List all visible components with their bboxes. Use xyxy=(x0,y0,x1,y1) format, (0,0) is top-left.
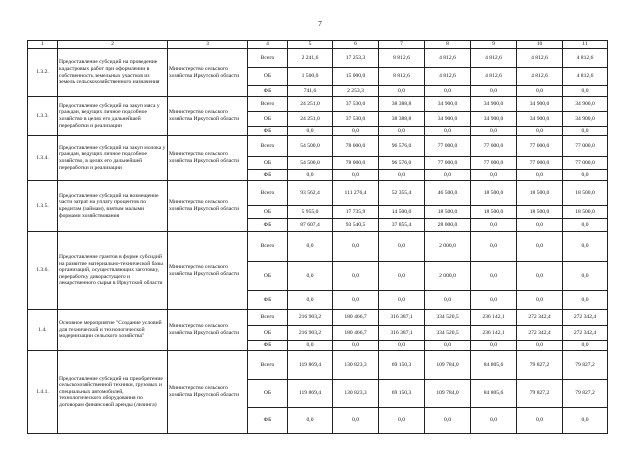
amount-cell: 0,0 xyxy=(288,232,333,262)
funding-source: ФБ xyxy=(248,291,288,310)
amount-cell: 79 827,2 xyxy=(517,380,563,408)
table-row xyxy=(28,49,608,68)
row-name: Предоставление грантов в форме субсидий на развитие материально-технической базы организаций, осуществляющих заготовку, переработку дикорастущего и лекарственного сырья в Иркутской области xyxy=(58,232,168,310)
amount-cell: 84 805,6 xyxy=(471,380,517,408)
amount-cell: 79 827,2 xyxy=(517,351,563,380)
amount-cell: 34 900,0 xyxy=(517,97,563,112)
column-number-6: 6 xyxy=(333,41,379,49)
funding-source: ОБ xyxy=(248,380,288,408)
column-number-10: 10 xyxy=(517,41,563,49)
amount-cell: 2 241,6 xyxy=(288,49,333,68)
row-executor: Министерство сельского хозяйства Иркутской области xyxy=(168,49,248,97)
amount-cell: 0,0 xyxy=(333,170,379,181)
amount-cell: 0,0 xyxy=(333,408,379,434)
amount-cell: 17 735,9 xyxy=(333,206,379,219)
funding-source: ФБ xyxy=(248,408,288,434)
amount-cell: 8 812,6 xyxy=(379,68,425,86)
amount-cell: 54 500,0 xyxy=(288,157,333,170)
amount-cell: 0,0 xyxy=(471,86,517,97)
amount-cell: 0,0 xyxy=(379,291,425,310)
amount-cell: 0,0 xyxy=(471,341,517,351)
amount-cell: 180 466,7 xyxy=(333,326,379,341)
amount-cell: 0,0 xyxy=(563,291,608,310)
amount-cell: 0,0 xyxy=(379,262,425,291)
amount-cell: 216 903,2 xyxy=(288,310,333,326)
amount-cell: 2 253,3 xyxy=(333,86,379,97)
amount-cell: 28 000,0 xyxy=(425,219,471,232)
amount-cell: 38 388,8 xyxy=(379,112,425,127)
row-name: Предоставление субсидий на закуп мяса у граждан, ведущих личное подсобное хозяйство в целях его дальнейшей переработки и реализации xyxy=(58,97,168,136)
table-row xyxy=(28,310,608,326)
amount-cell: 34 900,0 xyxy=(425,97,471,112)
amount-cell: 0,0 xyxy=(425,408,471,434)
amount-cell: 34 900,0 xyxy=(563,112,608,127)
page-number: 7 xyxy=(318,19,322,28)
amount-cell: 0,0 xyxy=(333,291,379,310)
amount-cell: 37 855,4 xyxy=(379,219,425,232)
row-executor: Министерство сельского хозяйства Иркутской области xyxy=(168,181,248,232)
amount-cell: 0,0 xyxy=(288,341,333,351)
column-number-2: 2 xyxy=(58,41,168,49)
amount-cell: 0,0 xyxy=(517,341,563,351)
column-number-3: 3 xyxy=(168,41,248,49)
amount-cell: 38 388,8 xyxy=(379,97,425,112)
row-name: Предоставление субсидий на возмещение части затрат на уплату процентов по кредитам (займам), взятым малыми формами хозяйствования xyxy=(58,181,168,232)
amount-cell: 46 500,0 xyxy=(425,181,471,206)
amount-cell: 52 355,4 xyxy=(379,181,425,206)
amount-cell: 78 000,0 xyxy=(333,157,379,170)
amount-cell: 334 520,5 xyxy=(425,326,471,341)
amount-cell: 4 812,6 xyxy=(563,68,608,86)
amount-cell: 0,0 xyxy=(517,232,563,262)
table-row xyxy=(28,97,608,112)
amount-cell: 236 142,1 xyxy=(471,326,517,341)
amount-cell: 130 823,3 xyxy=(333,351,379,380)
amount-cell: 0,0 xyxy=(517,170,563,181)
amount-cell: 0,0 xyxy=(517,86,563,97)
amount-cell: 18 500,0 xyxy=(563,206,608,219)
row-executor: Министерство сельского хозяйства Иркутской области xyxy=(168,232,248,310)
amount-cell: 2 000,0 xyxy=(425,262,471,291)
amount-cell: 334 520,5 xyxy=(425,310,471,326)
amount-cell: 18 500,0 xyxy=(563,181,608,206)
funding-source: ОБ xyxy=(248,68,288,86)
table-row xyxy=(28,181,608,206)
amount-cell: 77 000,0 xyxy=(471,136,517,157)
amount-cell: 0,0 xyxy=(425,127,471,136)
table-body xyxy=(28,41,608,434)
column-number-1: 1 xyxy=(28,41,58,49)
amount-cell: 34 900,0 xyxy=(471,97,517,112)
funding-source: ФБ xyxy=(248,86,288,97)
amount-cell: 0,0 xyxy=(379,341,425,351)
amount-cell: 272 342,4 xyxy=(563,310,608,326)
amount-cell: 77 000,0 xyxy=(425,157,471,170)
amount-cell: 741,6 xyxy=(288,86,333,97)
row-executor: Министерство сельского хозяйства Иркутской области xyxy=(168,351,248,434)
amount-cell: 0,0 xyxy=(288,170,333,181)
amount-cell: 77 000,0 xyxy=(563,157,608,170)
amount-cell: 24 251,0 xyxy=(288,112,333,127)
amount-cell: 34 900,0 xyxy=(471,112,517,127)
row-code: 1.3.6. xyxy=(28,232,58,310)
column-number-9: 9 xyxy=(471,41,517,49)
amount-cell: 0,0 xyxy=(333,262,379,291)
amount-cell: 109 784,0 xyxy=(425,380,471,408)
amount-cell: 109 784,0 xyxy=(425,351,471,380)
amount-cell: 4 812,6 xyxy=(471,68,517,86)
row-code: 1.3.4. xyxy=(28,136,58,181)
funding-source: Всего xyxy=(248,97,288,112)
row-code: 1.3.3. xyxy=(28,97,58,136)
column-number-7: 7 xyxy=(379,41,425,49)
amount-cell: 111 276,4 xyxy=(333,181,379,206)
row-code: 1.4.1. xyxy=(28,351,58,434)
row-executor: Министерство сельского хозяйства Иркутской области xyxy=(168,310,248,351)
amount-cell: 87 607,4 xyxy=(288,219,333,232)
amount-cell: 4 812,6 xyxy=(425,68,471,86)
funding-source: ОБ xyxy=(248,157,288,170)
amount-cell: 79 827,2 xyxy=(563,351,608,380)
amount-cell: 78 000,0 xyxy=(333,136,379,157)
amount-cell: 0,0 xyxy=(425,86,471,97)
amount-cell: 0,0 xyxy=(425,341,471,351)
amount-cell: 18 500,0 xyxy=(517,181,563,206)
row-name: Предоставление субсидий на закуп молока у граждан, ведущих личное подсобное хозяйство, в целях его дальнейшей переработки и реализации xyxy=(58,136,168,181)
amount-cell: 236 142,1 xyxy=(471,310,517,326)
amount-cell: 69 150,3 xyxy=(379,351,425,380)
amount-cell: 0,0 xyxy=(563,262,608,291)
amount-cell: 34 900,0 xyxy=(517,112,563,127)
amount-cell: 0,0 xyxy=(288,127,333,136)
amount-cell: 0,0 xyxy=(379,86,425,97)
amount-cell: 84 805,6 xyxy=(471,351,517,380)
funding-source: ФБ xyxy=(248,127,288,136)
amount-cell: 0,0 xyxy=(563,408,608,434)
funding-source: ОБ xyxy=(248,326,288,341)
row-name: Предоставление субсидий на проведение кадастровых работ при оформлении в собственность земельных участков из земель сельскохозяйственного назначения xyxy=(58,49,168,97)
funding-source: Всего xyxy=(248,310,288,326)
row-executor: Министерство сельского хозяйства Иркутской области xyxy=(168,97,248,136)
amount-cell: 96 576,0 xyxy=(379,136,425,157)
amount-cell: 0,0 xyxy=(288,408,333,434)
amount-cell: 0,0 xyxy=(425,170,471,181)
amount-cell: 119 869,4 xyxy=(288,351,333,380)
row-code: 1.3.2. xyxy=(28,49,58,97)
funding-source: ФБ xyxy=(248,170,288,181)
amount-cell: 24 251,0 xyxy=(288,97,333,112)
amount-cell: 4 812,6 xyxy=(517,68,563,86)
row-name: Основное мероприятие "Создание условий для технической и технологической модернизации сельского хозяйства" xyxy=(58,310,168,351)
amount-cell: 0,0 xyxy=(563,219,608,232)
amount-cell: 4 812,6 xyxy=(563,49,608,68)
funding-source: Всего xyxy=(248,232,288,262)
amount-cell: 0,0 xyxy=(379,170,425,181)
row-executor: Министерство сельского хозяйства Иркутской области xyxy=(168,136,248,181)
amount-cell: 34 900,0 xyxy=(563,97,608,112)
row-name: Предоставление субсидий на приобретение сельскохозяйственной техники, грузовых и специальных автомобилей, технологического оборудования по договорам финансовой аренды (лизинга) xyxy=(58,351,168,434)
amount-cell: 0,0 xyxy=(379,408,425,434)
amount-cell: 4 812,6 xyxy=(517,49,563,68)
amount-cell: 0,0 xyxy=(379,232,425,262)
column-number-4: 4 xyxy=(248,41,288,49)
amount-cell: 37 530,0 xyxy=(333,112,379,127)
amount-cell: 77 000,0 xyxy=(517,136,563,157)
amount-cell: 18 500,0 xyxy=(471,181,517,206)
amount-cell: 272 342,4 xyxy=(517,326,563,341)
amount-cell: 5 955,0 xyxy=(288,206,333,219)
amount-cell: 0,0 xyxy=(288,262,333,291)
amount-cell: 93 540,5 xyxy=(333,219,379,232)
table-row xyxy=(28,351,608,380)
amount-cell: 18 500,0 xyxy=(425,206,471,219)
funding-source: ОБ xyxy=(248,112,288,127)
amount-cell: 77 000,0 xyxy=(425,136,471,157)
amount-cell: 79 827,2 xyxy=(563,380,608,408)
amount-cell: 77 000,0 xyxy=(517,157,563,170)
amount-cell: 14 500,0 xyxy=(379,206,425,219)
amount-cell: 0,0 xyxy=(471,219,517,232)
column-number-5: 5 xyxy=(288,41,333,49)
amount-cell: 8 812,6 xyxy=(379,49,425,68)
amount-cell: 0,0 xyxy=(471,170,517,181)
amount-cell: 0,0 xyxy=(333,341,379,351)
funding-source: Всего xyxy=(248,136,288,157)
amount-cell: 0,0 xyxy=(563,170,608,181)
amount-cell: 0,0 xyxy=(333,127,379,136)
amount-cell: 180 466,7 xyxy=(333,310,379,326)
amount-cell: 77 000,0 xyxy=(563,136,608,157)
amount-cell: 0,0 xyxy=(379,127,425,136)
amount-cell: 316 387,1 xyxy=(379,310,425,326)
budget-table xyxy=(27,40,608,434)
table-row xyxy=(28,136,608,157)
funding-source: ФБ xyxy=(248,219,288,232)
amount-cell: 96 576,0 xyxy=(379,157,425,170)
amount-cell: 17 253,3 xyxy=(333,49,379,68)
amount-cell: 0,0 xyxy=(288,291,333,310)
amount-cell: 0,0 xyxy=(563,232,608,262)
amount-cell: 0,0 xyxy=(517,127,563,136)
amount-cell: 0,0 xyxy=(471,291,517,310)
amount-cell: 0,0 xyxy=(471,408,517,434)
amount-cell: 0,0 xyxy=(563,127,608,136)
funding-source: ОБ xyxy=(248,206,288,219)
column-number-row xyxy=(28,41,608,49)
amount-cell: 15 000,0 xyxy=(333,68,379,86)
amount-cell: 0,0 xyxy=(517,291,563,310)
amount-cell: 0,0 xyxy=(517,408,563,434)
funding-source: Всего xyxy=(248,181,288,206)
funding-source: Всего xyxy=(248,351,288,380)
amount-cell: 18 500,0 xyxy=(471,206,517,219)
amount-cell: 0,0 xyxy=(333,232,379,262)
table-row xyxy=(28,232,608,262)
amount-cell: 0,0 xyxy=(563,86,608,97)
amount-cell: 0,0 xyxy=(471,127,517,136)
funding-source: Всего xyxy=(248,49,288,68)
row-code: 1.3.5. xyxy=(28,181,58,232)
column-number-8: 8 xyxy=(425,41,471,49)
amount-cell: 0,0 xyxy=(471,232,517,262)
amount-cell: 119 869,4 xyxy=(288,380,333,408)
amount-cell: 2 000,0 xyxy=(425,232,471,262)
amount-cell: 54 500,0 xyxy=(288,136,333,157)
amount-cell: 216 903,2 xyxy=(288,326,333,341)
amount-cell: 0,0 xyxy=(425,291,471,310)
amount-cell: 0,0 xyxy=(563,341,608,351)
amount-cell: 4 812,6 xyxy=(471,49,517,68)
amount-cell: 272 342,4 xyxy=(563,326,608,341)
amount-cell: 0,0 xyxy=(517,262,563,291)
column-number-11: 11 xyxy=(563,41,608,49)
amount-cell: 18 500,0 xyxy=(517,206,563,219)
amount-cell: 34 900,0 xyxy=(425,112,471,127)
funding-source: ОБ xyxy=(248,262,288,291)
amount-cell: 1 500,0 xyxy=(288,68,333,86)
funding-source: ФБ xyxy=(248,341,288,351)
amount-cell: 77 000,0 xyxy=(471,157,517,170)
amount-cell: 4 812,6 xyxy=(425,49,471,68)
amount-cell: 37 530,0 xyxy=(333,97,379,112)
amount-cell: 316 387,1 xyxy=(379,326,425,341)
amount-cell: 0,0 xyxy=(471,262,517,291)
row-code: 1.4. xyxy=(28,310,58,351)
amount-cell: 130 823,3 xyxy=(333,380,379,408)
amount-cell: 69 150,3 xyxy=(379,380,425,408)
amount-cell: 0,0 xyxy=(517,219,563,232)
amount-cell: 93 562,4 xyxy=(288,181,333,206)
amount-cell: 272 342,4 xyxy=(517,310,563,326)
